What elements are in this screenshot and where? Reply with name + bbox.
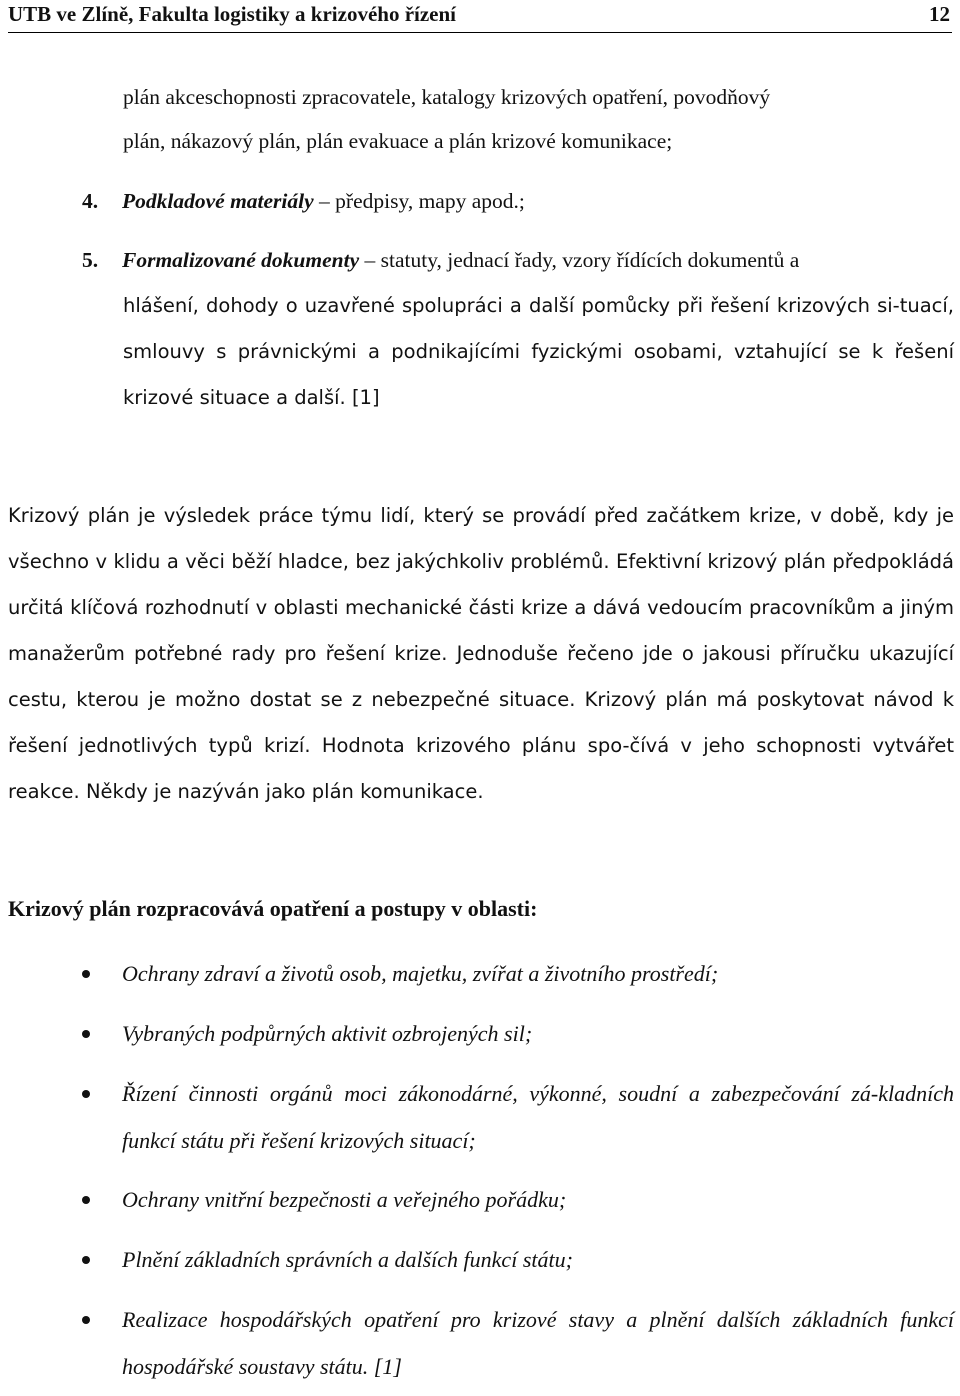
bullet-list: [0, 944, 960, 1396]
bullet-item: [0, 1230, 960, 1290]
bullet-icon: [82, 1090, 90, 1098]
list-item-text: – předpisy, mapy apod.;: [313, 189, 525, 213]
list-item-text-serif: – statuty, jednací řady, vzory řídících dokumentů a: [359, 248, 800, 272]
page-number: 12: [929, 2, 950, 26]
bullet-icon: [82, 970, 90, 978]
list-item-term: Formalizované dokumenty: [122, 248, 360, 272]
bullet-text: Ochrany zdraví a životů osob, majetku, zvířat a životního prostředí;: [122, 961, 719, 986]
list-item-body: [122, 178, 525, 224]
bullet-text: Řízení činnosti orgánů moci zákonodárné, výkonné, soudní a zabezpečování zá-kladních funkcí státu při řešení krizových situací;: [122, 1081, 954, 1153]
body-paragraph: Krizový plán je výsledek práce týmu lidí, který se provádí před začátkem krize, v době, kdy je všechno v klidu a věci běží hladce, bez jakýchkoliv problémů. Efektivní krizový plán předpokládá určitá klíčová rozhodnutí v oblasti mechanické části krize a dává vedoucím pracovníkům a jiným manažerům potřebné rady pro řešení krize. Jednoduše řečeno jde o jakousi příručku ukazující cestu, kterou je možno dostat se z nebezpečné situace. Krizový plán má poskytovat návod k řešení jednotlivých typů krizí. Hodnota krizového plánu spo-čívá v jeho schopnosti vytvářet reakce. Někdy je nazýván jako plán komunikace.: [8, 504, 954, 803]
section-heading: Krizový plán rozpracovává opatření a postupy v oblasti:: [8, 896, 538, 921]
continuation-line-1: plán akceschopnosti zpracovatele, katalogy krizových opatření, povodňový: [123, 85, 771, 109]
bullet-item: [0, 1064, 960, 1170]
list-item-5-continuation: hlášení, dohody o uzavřené spolupráci a další pomůcky při řešení krizových si-tuací, smlouvy s právnickými a podnikajícími fyzickými osobami, vztahující se k řešení krizové situace a další. [1]: [123, 294, 954, 409]
bullet-text: Realizace hospodářských opatření pro krizové stavy a plnění dalších základních funkcí hospodářské soustavy státu. [1]: [122, 1307, 954, 1379]
bullet-icon: [82, 1196, 90, 1204]
bullet-item: [0, 944, 960, 1004]
continuation-line-2: plán, nákazový plán, plán evakuace a plán krizové komunikace;: [123, 129, 673, 153]
bullet-item: [0, 1290, 960, 1396]
list-item-5: [82, 237, 954, 285]
list-item-number: 5.: [82, 248, 99, 272]
bullet-icon: [82, 1256, 90, 1264]
header-title: UTB ve Zlíně, Fakulta logistiky a krizového řízení: [8, 2, 457, 26]
bullet-text: Plnění základních správních a dalších funkcí státu;: [122, 1247, 573, 1272]
list-item-term: Podkladové materiály: [122, 189, 314, 213]
bullet-item: [0, 1170, 960, 1230]
list-item-number: 4.: [82, 189, 99, 213]
bullet-text: Vybraných podpůrných aktivit ozbrojených sil;: [122, 1021, 533, 1046]
page-header: [8, 0, 952, 33]
bullet-icon: [82, 1316, 90, 1324]
bullet-text: Ochrany vnitřní bezpečnosti a veřejného pořádku;: [122, 1187, 567, 1212]
bullet-item: [0, 1004, 960, 1064]
bullet-icon: [82, 1030, 90, 1038]
